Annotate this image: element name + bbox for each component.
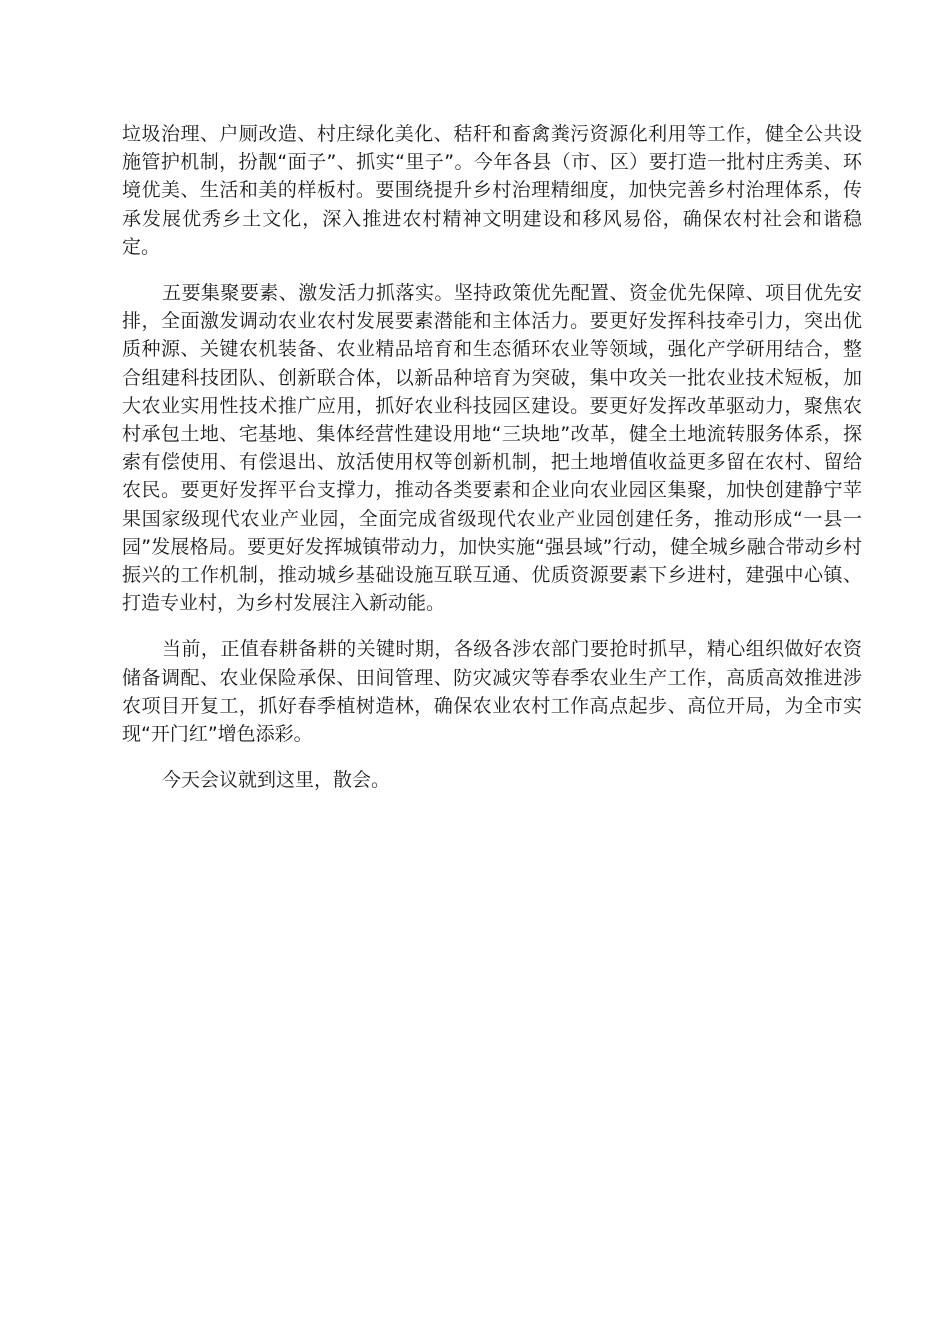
paragraph-continuation: 垃圾治理、户厕改造、村庄绿化美化、秸秆和畜禽粪污资源化利用等工作，健全公共设施管护机制，扮靓“面子”、抓实“里子”。今年各县（市、区）要打造一批村庄秀美、环境优美、生活和美的样板村。要围绕提升乡村治理精细度，加快完善乡村治理体系，传承发展优秀乡土文化，深入推进农村精神文明建设和移风易俗，确保农村社会和谐稳定。	[122, 123, 862, 258]
paragraph-point-five: 五要集聚要素、激发活力抓落实。坚持政策优先配置、资金优先保障、项目优先安排，全面激发调动农业农村发展要素潜能和主体活力。要更好发挥科技牵引力，突出优质种源、关键农机装备、农业精品培育和生态循环农业等领域，强化产学研用结合，整合组建科技团队、创新联合体，以新品种培育为突破，集中攻关一批农业技术短板，加大农业实用性技术推广应用，抓好农业科技园区建设。要更好发挥改革驱动力，聚焦农村承包土地、宅基地、集体经营性建设用地“三块地”改革，健全土地流转服务体系，探索有偿使用、有偿退出、放活使用权等创新机制，把土地增值收益更多留在农村、留给农民。要更好发挥平台支撑力，推动各类要素和企业向农业园区集聚，加快创建静宁苹果国家级现代农业产业园，全面完成省级现代农业产业园创建任务，推动形成“一县一园”发展格局。要更好发挥城镇带动力，加快实施“强县域”行动，健全城乡融合带动乡村振兴的工作机制，推动城乡基础设施互联互通、优质资源要素下乡进村，建强中心镇、打造专业村，为乡村发展注入新动能。	[122, 282, 862, 615]
paragraph-spring-farming: 当前，正值春耕备耕的关键时期，各级各涉农部门要抢时抓早，精心组织做好农资储备调配、农业保险承保、田间管理、防灾减灾等春季农业生产工作，高质高效推进涉农项目开复工，抓好春季植树造林，确保农业农村工作高点起步、高位开局，为全市实现“开门红”增色添彩。	[122, 638, 862, 746]
paragraph-closing: 今天会议就到这里，散会。	[162, 769, 391, 792]
document-page	[122, 120, 862, 812]
